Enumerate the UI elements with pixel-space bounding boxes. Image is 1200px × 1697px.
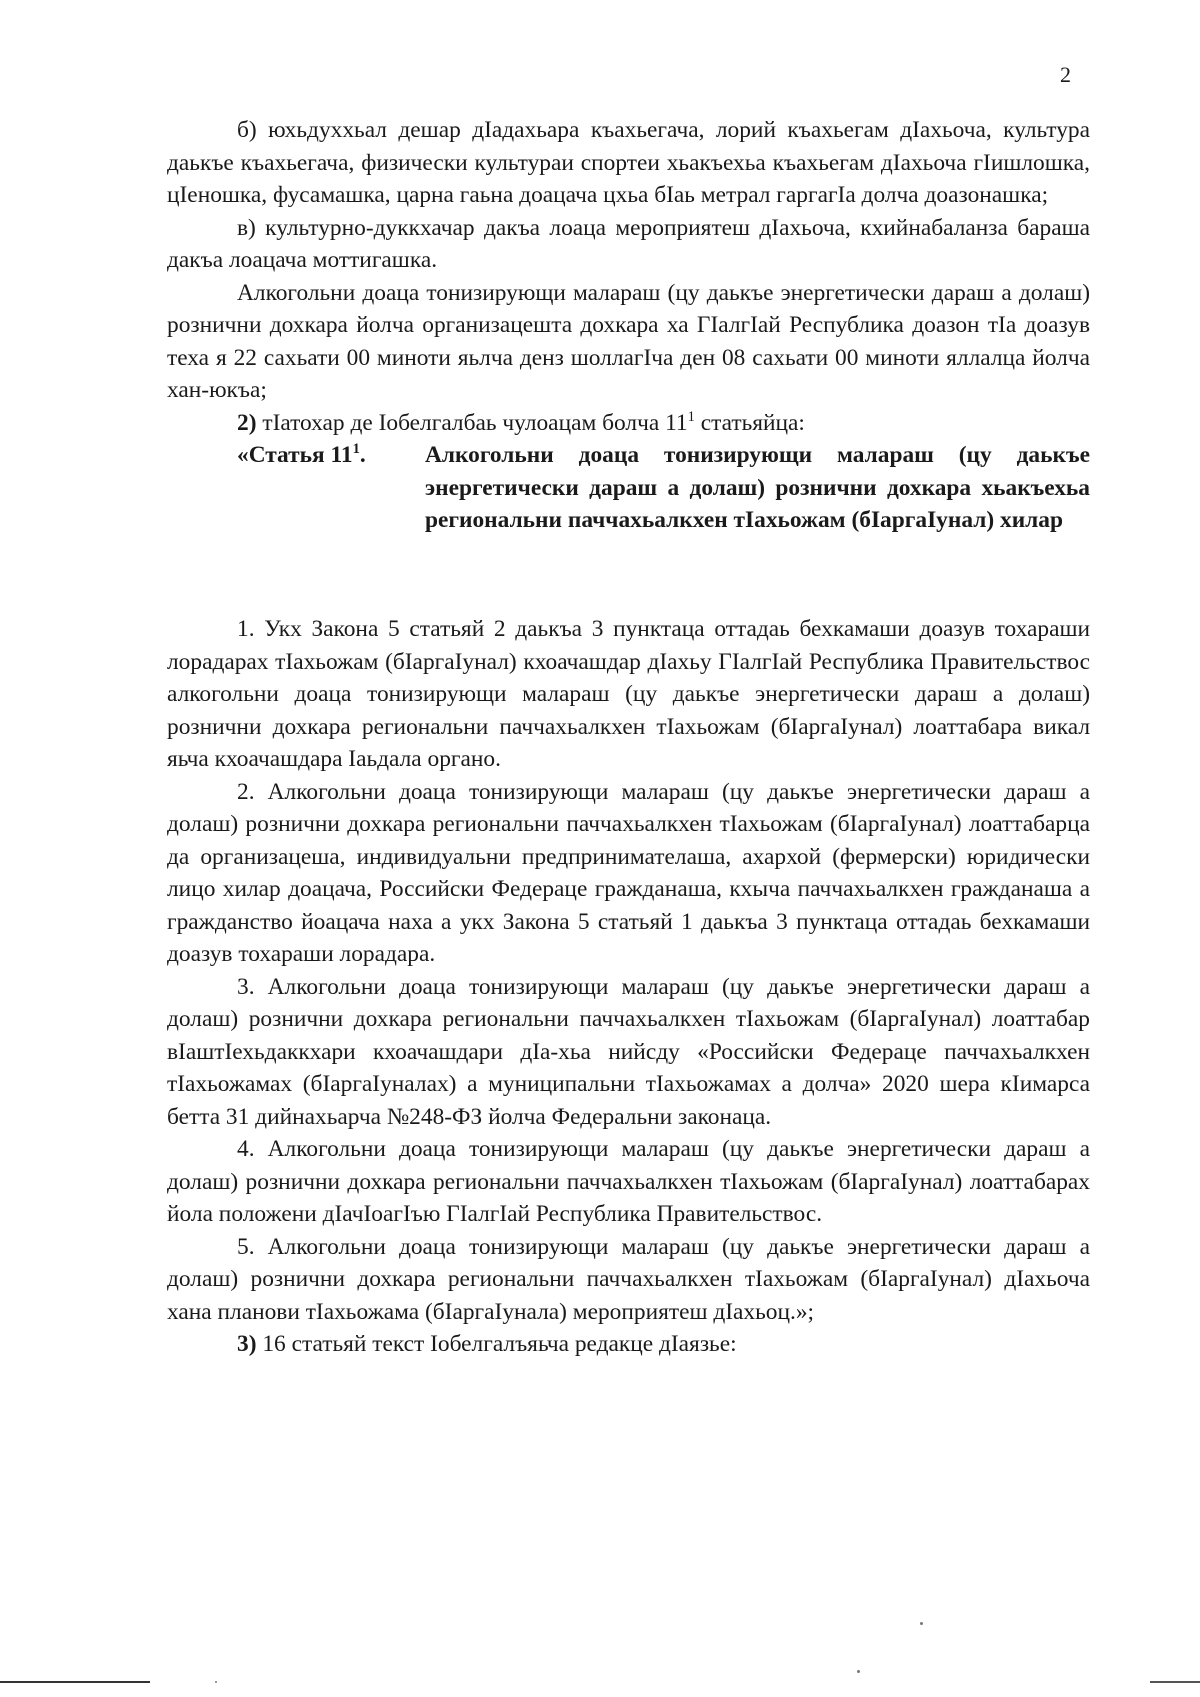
item-2-number: 2) xyxy=(237,409,257,436)
item-2-text-end: статьяйца: xyxy=(694,409,805,436)
article-paragraph-4: 4. Алкогольни доаца тонизирующи малараш (цу даькъе энергетически дараш а долаш) рознични дохкара региональни паччахьалкхен тIахьожам (бIаргаIунал) лоаттабарах йола положени дIачIоагIъю ГIалгIай Республика Правительствос. xyxy=(167,1136,1090,1227)
spacer xyxy=(167,569,1090,613)
article-label xyxy=(237,439,366,472)
scan-edge-line-right xyxy=(1150,1681,1200,1683)
article-paragraph-2: 2. Алкогольни доаца тонизирующи малараш (цу даькъе энергетически дараш а долаш) рознични дохкара региональни паччахьалкхен тIахьожам (бIаргаIунал) лоаттабарца да организацеша, индивидуальни предпринимателаша, ахархой (фермерски) юридически лицо хилар доацача, Российски Федераце гражданаша, кхыча паччахьалкхен гражданаша а гражданство йоацача наха а укх Закона 5 статьяй 1 даькъа 3 пунктаца оттадаь бехкамаши доазув тохараши лорадара. xyxy=(167,778,1090,967)
scan-edge-line xyxy=(0,1681,150,1683)
page-number: 2 xyxy=(1060,62,1071,87)
item-2-sup: 1 xyxy=(687,408,695,425)
article-label-sup: 1 xyxy=(352,441,360,458)
document-body xyxy=(167,114,1090,1361)
item-2-text: тIатохар де Iобелгалбаь чулоацам болча 11 xyxy=(256,409,688,436)
item-3-text: 16 статьяй текст Iобелгалъяьча редакце дIаязье: xyxy=(256,1331,737,1357)
article-title: Алкогольни доаца тонизирующи малараш (цу даькъе энергетически дараш а долаш) рознични дохкара хьакъехьа региональни паччахьалкхен тIахьожам (бIаргаIунал) хилар xyxy=(425,442,1090,533)
article-paragraph-3: 3. Алкогольни доаца тонизирующи малараш (цу даькъе энергетически дараш а долаш) рознични дохкара региональни паччахьалкхен тIахьожам (бIаргаIунал) лоаттабар вIаштIехьдаккхари кхоачашдари дIа-хьа нийсду «Российски Федераце паччахьалкхен тIахьожамах (бIаргаIуналах) а муниципальни тIахьожамах а долча» 2020 шера кIимарса бетта 31 дийнахьарча №248-ФЗ йолча Федеральни законаца. xyxy=(167,973,1090,1130)
article-label-prefix: «Статья 11 xyxy=(237,442,353,468)
article-paragraph-1: 1. Укх Закона 5 статьяй 2 даькъа 3 пунктаца оттадаь бехкамаши доазув тохараши лорадарах тIахьожам (бIаргаIунал) кхоачашдар дIахьу ГIалгIай Республика Правительствос алкогольни доаца тонизирующи малараш (цу даькъе энергетически дараш а долаш) рознични дохкара региональни паччахьалкхен тIахьожам (бIаргаIунал) лоаттабара викал яьча кхоачашдара Iаьдала органо. xyxy=(167,616,1090,772)
article-label-suffix: . xyxy=(359,442,366,468)
article-paragraph-5: 5. Алкогольни доаца тонизирующи малараш (цу даькъе энергетически дараш а долаш) рознични дохкара региональни паччахьалкхен тIахьожам (бIаргаIунал) дIахьоча хана планови тIахьожама (бIаргаIунала) мероприятеш дIахьоц.»; xyxy=(167,1233,1090,1325)
article-heading xyxy=(167,439,1090,569)
item-3 xyxy=(167,1328,1090,1361)
paragraph-v: в) культурно-дуккхачар дакъа лоаца мероприятеш дIахьоча, кхийнабаланза бараша дакъа лоацача моттигашка. xyxy=(167,214,1090,273)
paragraph-b: б) юхьдуххьал дешар дIадахьара къахьегача, лорий къахьегам дIахьоча, культура даькъе къахьегача, физически культураи спортеи хьакъехьа къахьегам дIахьоча гIишлошка, цIеношка, фусамашка, царна гаьна доацача цхьа бIаь метрал гаргагIа долча доазонашка; xyxy=(167,117,1090,208)
paragraph-hours: Алкогольни доаца тонизирующи малараш (цу даькъе энергетически дараш а долаш) рознични дохкара йолча организацешта дохкара ха ГIалгIай Республика доазон тIа доазув теха я 22 сахьати 00 миноти яьлча денз шоллагIча ден 08 сахьати 00 миноти яллалца йолча хан-юкъа; xyxy=(167,279,1090,403)
item-3-number: 3) xyxy=(237,1331,257,1357)
item-2 xyxy=(167,407,1090,440)
scan-speck xyxy=(215,1681,217,1683)
scan-speck xyxy=(857,1670,860,1673)
scan-speck xyxy=(920,1622,923,1625)
